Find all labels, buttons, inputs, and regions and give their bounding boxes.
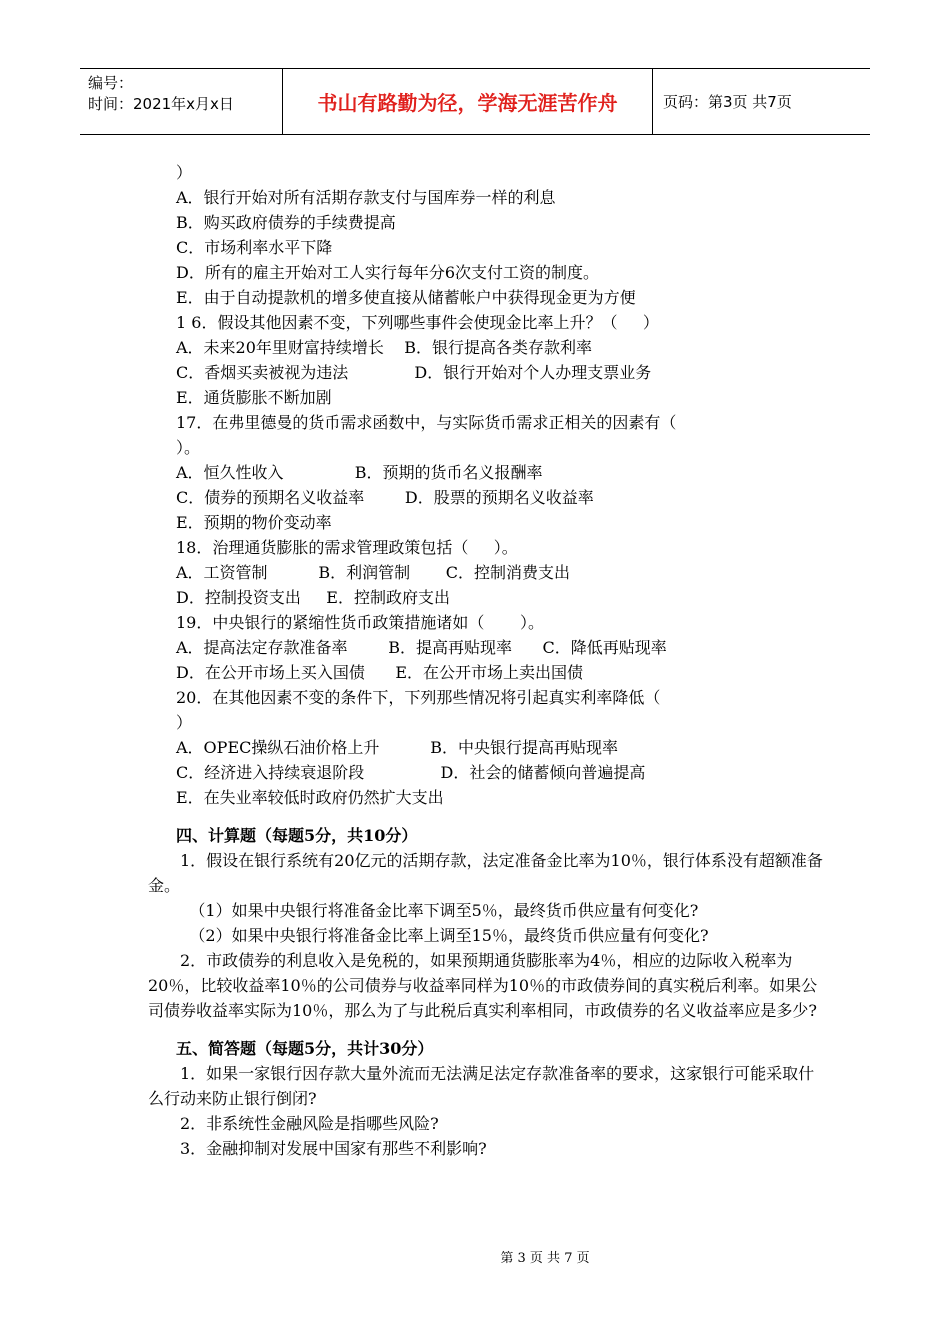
page-footer: 第 3 页 共 7 页 <box>500 1251 590 1266</box>
text-line: ）。 <box>176 438 201 457</box>
section-heading: 四、计算题（每题5分，共10分） <box>176 826 418 845</box>
text-line: D．在公开市场上买入国债 E．在公开市场上卖出国债 <box>176 663 584 682</box>
text-line: 2．非系统性金融风险是指哪些风险? <box>180 1114 439 1133</box>
text-line: （2）如果中央银行将准备金比率上调至15％，最终货币供应量有何变化? <box>164 926 709 945</box>
text-line: 3．金融抑制对发展中国家有那些不利影响? <box>180 1139 487 1158</box>
text-line: C．香烟买卖被视为违法 D．银行开始对个人办理支票业务 <box>176 363 652 382</box>
text-line: D．所有的雇主开始对工人实行每年分6次支付工资的制度。 <box>176 263 600 282</box>
text-line: A．OPEC操纵石油价格上升 B．中央银行提高再贴现率 <box>176 738 618 757</box>
page-header <box>80 68 870 135</box>
text-line: 1．如果一家银行因存款大量外流而无法满足法定存款准备率的要求，这家银行可能采取什么行动来防止银行倒闭? <box>148 1064 815 1108</box>
header-motto: 书山有路勤为径，学海无涯苦作舟 <box>283 69 653 134</box>
text-line: C．经济进入持续衰退阶段 D．社会的储蓄倾向普遍提高 <box>176 763 646 782</box>
text-line: 2．市政债券的利息收入是免税的，如果预期通货膨胀率为4％，相应的边际收入税率为20％，比较收益率10％的公司债券与收益率同样为10％的市政债券间的真实税后利率。如果公司债券收益率实际为10％，那么为了与此税后真实利率相同，市政债券的名义收益率应是多少? <box>148 951 818 1020</box>
text-line: 19．中央银行的紧缩性货币政策措施诸如（ ）。 <box>176 613 544 632</box>
text-line: 1．假设在银行系统有20亿元的活期存款，法定准备金比率为10％，银行体系没有超额准备金。 <box>148 851 823 895</box>
text-line: A．未来20年里财富持续增长 B．银行提高各类存款利率 <box>176 338 593 357</box>
text-line: E．在失业率较低时政府仍然扩大支出 <box>176 788 444 807</box>
header-meta <box>80 69 283 134</box>
spacer <box>148 810 828 823</box>
text-line: ） <box>176 163 193 182</box>
text-line: A．工资管制 B．利润管制 C．控制消费支出 <box>176 563 571 582</box>
document-body <box>148 160 828 1161</box>
section-heading: 五、简答题（每题5分，共计30分） <box>176 1039 434 1058</box>
text-line: 17．在弗里德曼的货币需求函数中，与实际货币需求正相关的因素有（ <box>176 413 677 432</box>
text-line: E．由于自动提款机的增多使直接从储蓄帐户中获得现金更为方便 <box>176 288 636 307</box>
text-line: C．市场利率水平下降 <box>176 238 333 257</box>
text-line: ） <box>176 713 193 732</box>
text-line: E．预期的物价变动率 <box>176 513 332 532</box>
text-line: A．恒久性收入 B．预期的货币名义报酬率 <box>176 463 543 482</box>
spacer <box>148 1023 828 1036</box>
text-line: C．债券的预期名义收益率 D．股票的预期名义收益率 <box>176 488 594 507</box>
date-label: 时间：2021年x月x日 <box>88 95 234 113</box>
text-line: B．购买政府债券的手续费提高 <box>176 213 396 232</box>
text-line: E．通货膨胀不断加剧 <box>176 388 332 407</box>
text-line: D．控制投资支出 E．控制政府支出 <box>176 588 450 607</box>
header-page-number: 页码：第3页 共7页 <box>663 93 792 111</box>
text-line: A．提高法定存款准备率 B．提高再贴现率 C．降低再贴现率 <box>176 638 667 657</box>
text-line: 1 6．假设其他因素不变，下列哪些事件会使现金比率上升？（ ） <box>176 313 659 332</box>
text-line: 20．在其他因素不变的条件下，下列那些情况将引起真实利率降低（ <box>176 688 661 707</box>
text-line: （1）如果中央银行将准备金比率下调至5％，最终货币供应量有何变化? <box>164 901 699 920</box>
code-label: 编号： <box>88 74 134 92</box>
text-line: A．银行开始对所有活期存款支付与国库券一样的利息 <box>176 188 556 207</box>
text-line: 18．治理通货膨胀的需求管理政策包括（ ）。 <box>176 538 518 557</box>
